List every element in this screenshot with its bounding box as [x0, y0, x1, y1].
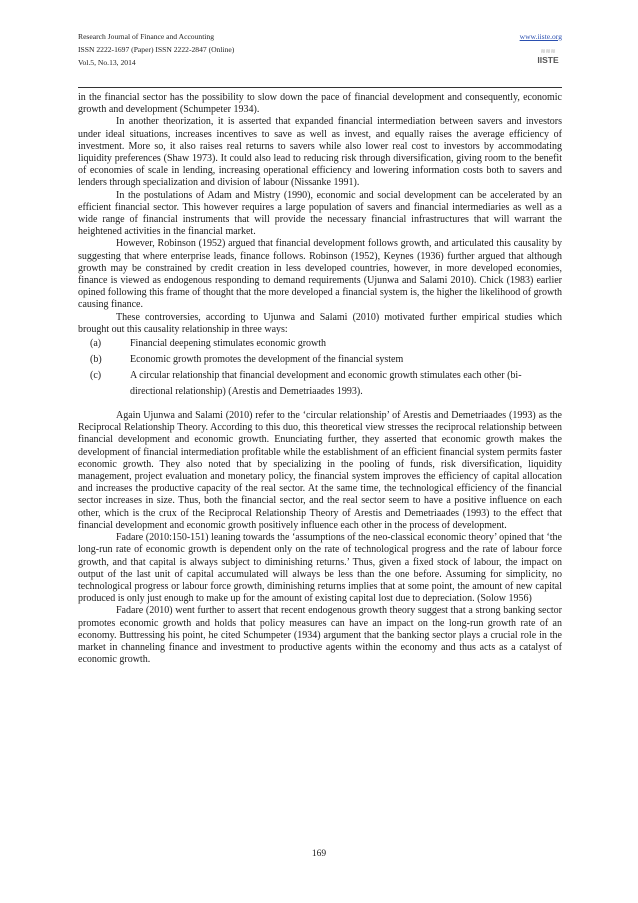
article-body: [78, 92, 562, 666]
list-text: A circular relationship that financial development and economic growth stimulates each other (bi-directional relationship) (Arestis and Demetriaades 1993).: [130, 370, 522, 398]
paragraph-1: in the financial sector has the possibility to slow down the pace of financial development and consequently, economic growth and development (Schumpeter 1934).: [78, 92, 562, 116]
journal-title: Research Journal of Finance and Accounting: [78, 32, 215, 41]
paragraph-4: However, Robinson (1952) argued that financial development follows growth, and articulated this causality by suggesting that where enterprise leads, finance follows. Robinson (1952), Keynes (1936) further argued that although growth may be constrained by credit creation in less developed countries, however, in more developed economies, finance is viewed as endogenous responding to demand requirements (Ujunwa and Salami 2010). Chick (1983) earlier opined following this frame of thought that the more developed a financial system is, the higher the likelihood of growth causing finance.: [78, 238, 562, 311]
paragraph-6: Again Ujunwa and Salami (2010) refer to the ‘circular relationship’ of Arestis and Demetriaades (1993) as the Reciprocal Relationship Theory. According to this duo, this theoretical view stresses the reciprocal relationship between financial development and economic growth. Enunciating further, they asserted that economic growth makes the development of financial intermediation profitable while the establishment of an efficient financial system permits faster economic growth. They also noted that by specializing in the pooling of funds, risk diversification, liquidity management, project evaluation and monetary policy, the financial system improves the efficiency of capital allocation and increases the productive capacity of the real sector. At the same time, the technological efficiency of the financial sector increases in size. Thus, both the financial sector, and the real sector seem to have a positive influence on each other, which is the crux of the Reciprocal Relationship Theory of Arestis and Demetriaades (1993) to the effect that financial development and economic growth positively influence each other in the process of development.: [78, 410, 562, 531]
list-marker: (b): [90, 354, 102, 366]
list-marker: (c): [90, 370, 102, 382]
spacer: [78, 400, 562, 410]
paragraph-7: Fadare (2010:150-151) leaning towards the ‘assumptions of the neo-classical economic theory’ opined that ‘the long-run rate of economic growth is dependent only on the rate of technological progress and the rate of labour force growth, and that capital is always subject to diminishing returns.’ Thus, given a fixed stock of labour, the impact on output of the last unit of capital accumulated will always be less than the one before. Assuming for simplicity, no technological progress or labour force growth, diminishing returns implies that at some point, the amount of new capital produced is only just enough to make up for the amount of existing capital lost due to depreciation. (Solow 1956): [78, 532, 562, 605]
list-text: Economic growth promotes the development of the financial system: [130, 354, 404, 366]
header-divider: [78, 87, 562, 88]
logo-text: IISTE: [537, 55, 559, 65]
paragraph-3: In the postulations of Adam and Mistry (1990), economic and social development can be accelerated by an efficient financial sector. This however requires a large population of savers and financial intermediaries as well as a wide range of financial instruments that will provide the necessary financial infrastructures that will warrant the heightened activities in the financial market.: [78, 189, 562, 238]
paragraph-5: These controversies, according to Ujunwa and Salami (2010) motivated further empirical studies which brought out this causality relationship in three ways:: [78, 311, 562, 335]
list-item: [78, 352, 562, 368]
causality-list: [78, 336, 562, 400]
list-item: [78, 336, 562, 352]
journal-url-link[interactable]: www.iiste.org: [519, 32, 562, 41]
issn-line: ISSN 2222-1697 (Paper) ISSN 2222-2847 (Online): [78, 45, 235, 54]
page-number: 169: [311, 849, 327, 859]
list-item: [78, 368, 562, 400]
iiste-logo: [534, 42, 562, 66]
svg-text:≋≋≋: ≋≋≋: [540, 49, 556, 55]
list-marker: (a): [90, 338, 102, 350]
paragraph-2: In another theorization, it is asserted that expanded financial intermediation between savers and investors under ideal situations, increases incentives to save as well as invest, and equally raises the average efficiency of investment. More so, it also raises real returns to savers while also lower real cost to investors by accommodating liquidity preferences (Shaw 1973). It could also lead to reducing risk through diversification, giving room to the benefit of economies of scale in lending, increasing operational efficiency and lowering information costs both to savers and lenders through specialization and division of labour (Nissanke 1991).: [78, 116, 562, 189]
volume-line: Vol.5, No.13, 2014: [78, 58, 136, 67]
paragraph-8: Fadare (2010) went further to assert that recent endogenous growth theory suggest that a strong banking sector promotes economic growth and holds that policy measures can have an impact on the long-run growth rate of an economy. Buttressing his point, he cited Schumpeter (1934) argument that the banking sector plays a crucial role in the market in channeling finance and investment to productive agents within the economy and thus acts as a catalyst of economic growth.: [78, 605, 562, 666]
page-header: [78, 30, 562, 69]
list-text: Financial deepening stimulates economic growth: [130, 338, 327, 350]
